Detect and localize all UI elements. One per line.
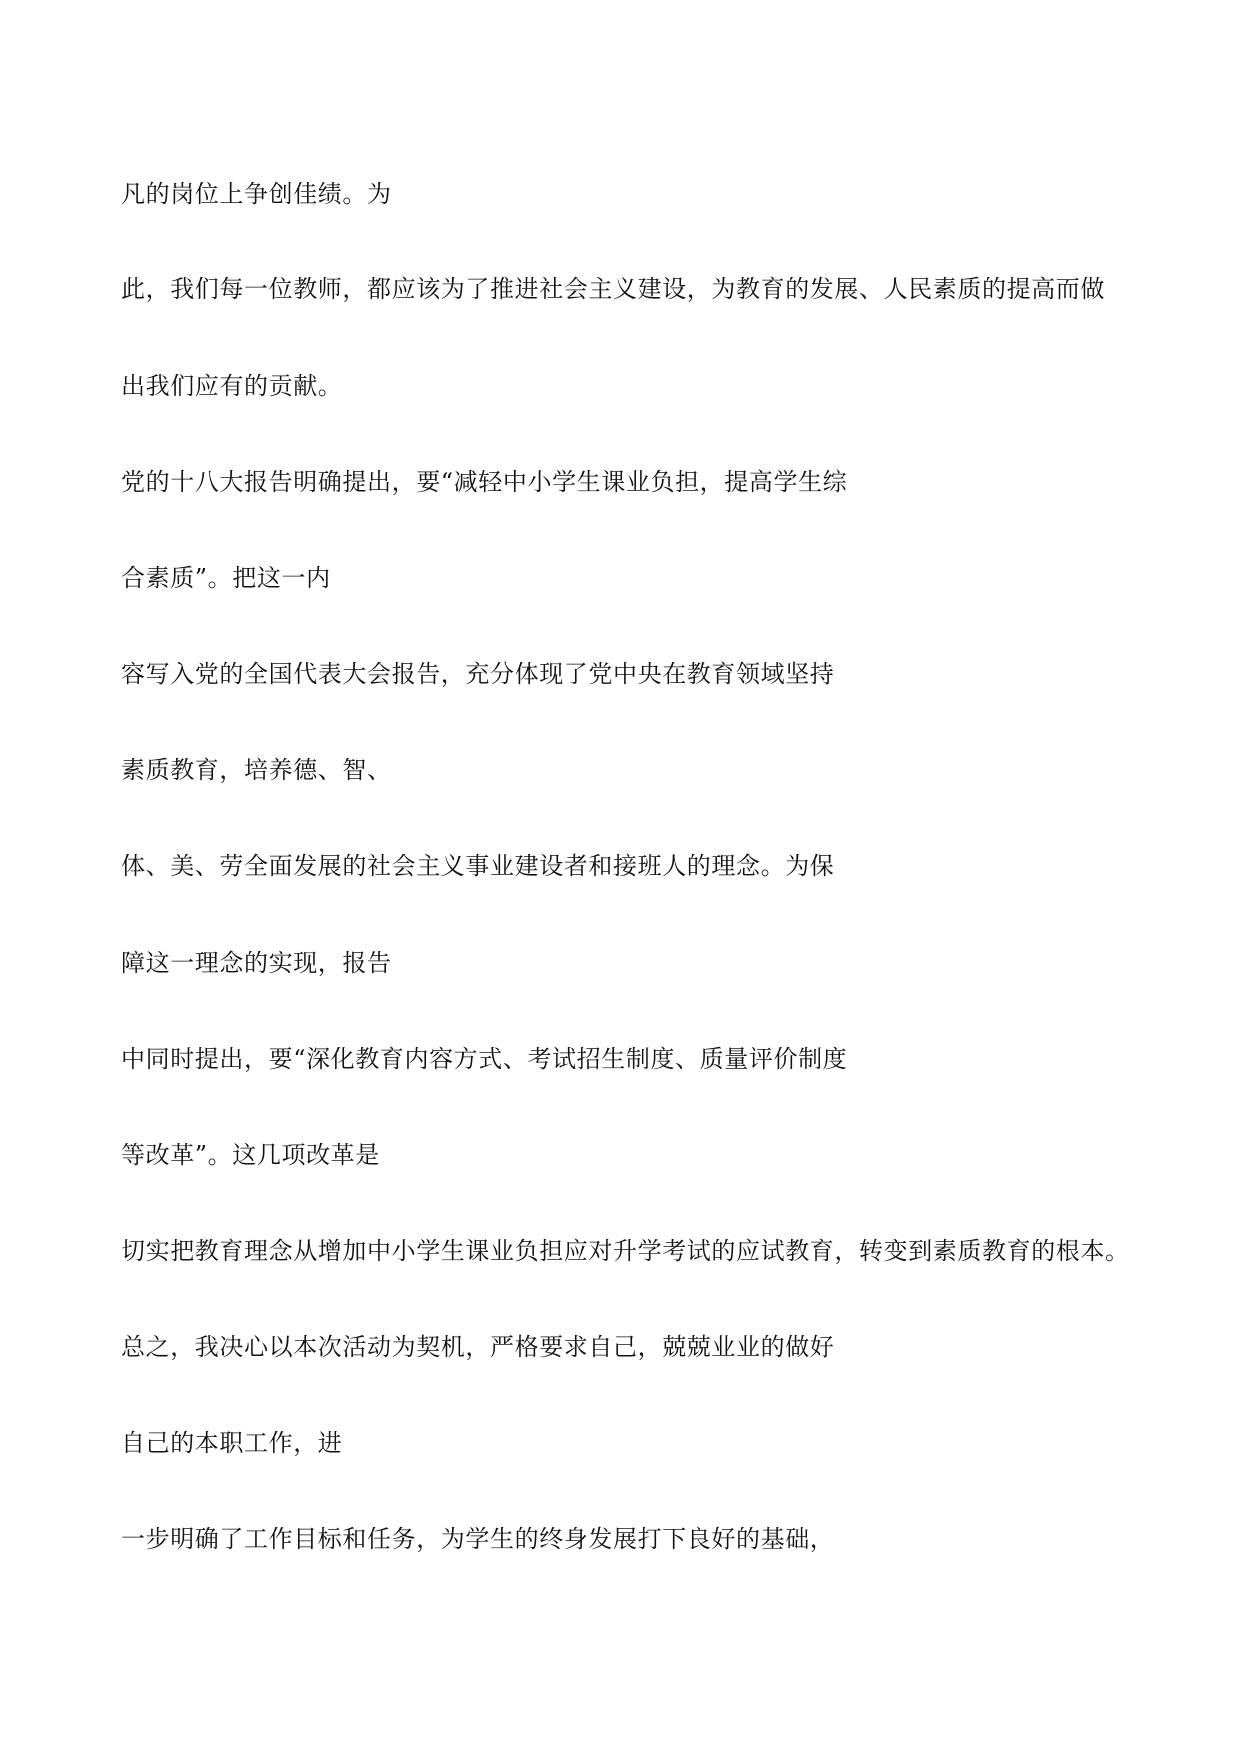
text-line: 等改革”。这几项改革是 — [121, 1141, 380, 1169]
text-line: 容写入党的全国代表大会报告，充分体现了党中央在教育领域坚持 — [121, 660, 835, 688]
text-line: 凡的岗位上争创佳绩。为 — [121, 180, 392, 208]
text-line: 合素质”。把这一内 — [121, 564, 331, 592]
text-line: 障这一理念的实现，报告 — [121, 949, 392, 977]
text-line: 自己的本职工作，进 — [121, 1429, 343, 1457]
text-line: 此，我们每一位教师，都应该为了推进社会主义建设，为教育的发展、人民素质的提高而做 — [121, 275, 1105, 303]
text-line: 体、美、劳全面发展的社会主义事业建设者和接班人的理念。为保 — [121, 852, 835, 880]
text-line: 党的十八大报告明确提出，要“减轻中小学生课业负担，提高学生综 — [121, 468, 848, 496]
text-line: 一步明确了工作目标和任务，为学生的终身发展打下良好的基础， — [121, 1525, 835, 1553]
text-line: 中同时提出，要“深化教育内容方式、考试招生制度、质量评价制度 — [121, 1045, 848, 1073]
text-line: 素质教育，培养德、智、 — [121, 756, 392, 784]
text-line: 切实把教育理念从增加中小学生课业负担应对升学考试的应试教育，转变到素质教育的根本。 — [121, 1237, 1130, 1265]
text-line: 总之，我决心以本次活动为契机，严格要求自己，兢兢业业的做好 — [121, 1333, 835, 1361]
text-line: 出我们应有的贡献。 — [121, 372, 343, 400]
